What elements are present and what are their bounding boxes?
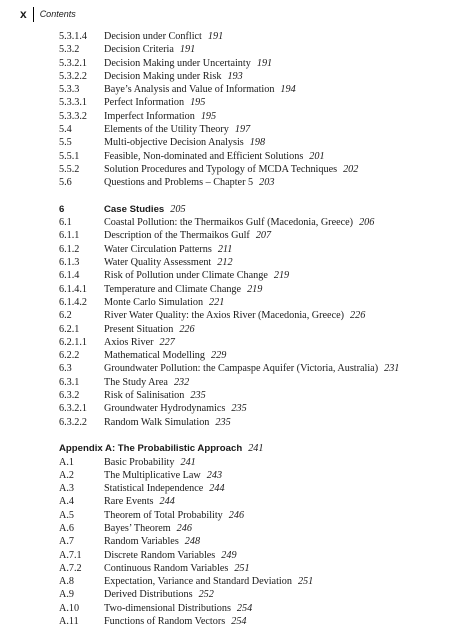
toc-entry-page: 248: [184, 536, 201, 548]
toc-entry-page: 206: [359, 217, 375, 229]
toc-entry[interactable]: [59, 43, 449, 56]
toc-entry-title: Temperature and Climate Change: [104, 283, 242, 295]
toc-entry-title: Perfect Information: [104, 97, 185, 109]
toc-entry[interactable]: [59, 323, 449, 336]
toc-entry-page: 243: [206, 469, 223, 481]
toc-entry-number: A.1: [59, 456, 74, 468]
toc-entry-title: Expectation, Variance and Standard Deviation: [104, 576, 292, 588]
toc-entry-page: 252: [198, 589, 214, 601]
toc-entry-title: Two-dimensional Distributions: [104, 602, 231, 614]
table-of-contents: [59, 30, 449, 628]
toc-entry-title: Risk of Salinisation: [104, 390, 185, 402]
running-header: [20, 5, 76, 23]
toc-entry-title: Continuous Random Variables: [104, 562, 229, 574]
toc-entry-title: Decision under Conflict: [104, 31, 202, 42]
toc-entry-title: Coastal Pollution: the Thermaikos Gulf (Macedonia, Greece): [104, 217, 354, 229]
toc-entry-page: 202: [343, 163, 359, 175]
toc-entry[interactable]: [59, 83, 449, 96]
toc-entry[interactable]: [59, 309, 449, 322]
toc-entry-page: 241: [248, 443, 264, 455]
toc-entry[interactable]: [59, 216, 449, 229]
toc-entry-title: The Study Area: [104, 376, 168, 388]
toc-entry-title: Rare Events: [104, 496, 154, 508]
toc-entry-page: 194: [280, 84, 296, 96]
toc-entry[interactable]: [59, 296, 449, 309]
toc-entry-number: A.8: [59, 576, 74, 588]
toc-entry-number: 6.3.1: [59, 376, 80, 388]
toc-entry[interactable]: [59, 389, 449, 402]
toc-entry-page: 254: [236, 602, 253, 614]
toc-entry-title: Random Variables: [104, 536, 179, 548]
toc-entry-number: 6.3: [59, 363, 72, 375]
toc-entry-number: 6.1.4.2: [59, 296, 88, 308]
toc-entry-number: 6.2: [59, 310, 72, 322]
toc-entry-number: A.6: [59, 522, 74, 534]
toc-entry-number: 5.3.3.1: [59, 97, 88, 109]
toc-entry-page: 246: [228, 509, 245, 521]
toc-entry-title: Solution Procedures and Typology of MCDA Techniques: [104, 163, 338, 175]
toc-entry[interactable]: [59, 176, 449, 189]
toc-entry-page: 219: [247, 283, 263, 295]
toc-entry[interactable]: [59, 269, 449, 282]
toc-entry-title: Decision Making under Risk: [104, 70, 222, 82]
toc-entry[interactable]: [59, 482, 449, 495]
toc-entry-page: 203: [259, 177, 275, 189]
section-spacer: [59, 190, 449, 203]
toc-entry-number: 5.3.2.2: [59, 70, 88, 82]
toc-appendix-entry[interactable]: [59, 442, 449, 455]
toc-entry-page: 195: [190, 97, 206, 109]
toc-entry-page: 244: [209, 483, 225, 495]
toc-entry[interactable]: [59, 163, 449, 176]
toc-entry-page: 251: [234, 562, 250, 574]
toc-entry-title: Elements of the Utility Theory: [104, 124, 229, 136]
toc-entry-page: 205: [170, 203, 186, 215]
toc-entry[interactable]: [59, 150, 449, 163]
toc-entry-number: A.9: [59, 589, 74, 601]
toc-entry-title: Axios River: [104, 336, 154, 348]
toc-entry-title: Random Walk Simulation: [104, 416, 210, 428]
toc-entry[interactable]: [59, 509, 449, 522]
toc-entry-title: Functions of Random Vectors: [104, 616, 226, 628]
toc-entry-page: 201: [309, 150, 325, 162]
toc-entry-page: 212: [217, 257, 233, 269]
toc-entry[interactable]: [59, 110, 449, 123]
toc-entry-title: Water Quality Assessment: [104, 257, 212, 269]
toc-entry-page: 232: [173, 376, 190, 388]
toc-entry[interactable]: [59, 522, 449, 535]
section-spacer: [59, 429, 449, 442]
toc-entry[interactable]: [59, 30, 449, 43]
toc-entry-title: Baye’s Analysis and Value of Information: [104, 84, 275, 96]
toc-entry-page: 249: [221, 549, 237, 561]
toc-entry-title: Basic Probability: [104, 456, 175, 468]
toc-entry-title: River Water Quality: the Axios River (Macedonia, Greece): [104, 310, 345, 322]
toc-entry[interactable]: [59, 402, 449, 415]
toc-entry-number: A.4: [59, 496, 74, 508]
toc-entry[interactable]: [59, 376, 449, 389]
toc-entry[interactable]: [59, 615, 449, 628]
toc-entry[interactable]: [59, 283, 449, 296]
toc-entry-title: Monte Carlo Simulation: [104, 296, 204, 308]
header-divider: [33, 7, 34, 22]
toc-entry-number: 5.3.2.1: [59, 57, 88, 69]
toc-entry[interactable]: [59, 70, 449, 83]
toc-entry-number: 6.1.3: [59, 257, 80, 269]
toc-entry-title: Bayes’ Theorem: [104, 522, 171, 534]
toc-entry-title: Multi-objective Decision Analysis: [104, 137, 244, 149]
toc-entry-title: Groundwater Pollution: the Campaspe Aquifer (Victoria, Australia): [104, 363, 379, 375]
toc-entry[interactable]: [59, 416, 449, 429]
toc-entry[interactable]: [59, 256, 449, 269]
toc-entry[interactable]: [59, 136, 449, 149]
toc-entry-title: Appendix A: The Probabilistic Approach: [59, 443, 243, 455]
toc-entry-page: 197: [234, 124, 251, 136]
toc-entry-page: 244: [159, 496, 175, 508]
toc-entry-page: 191: [207, 31, 224, 42]
toc-entry-number: 5.3.3: [59, 84, 80, 96]
toc-entry-number: 6.1.2: [59, 243, 80, 255]
toc-entry[interactable]: [59, 229, 449, 242]
toc-entry-number: 5.3.1.4: [59, 31, 88, 42]
toc-entry-number: 5.4: [59, 124, 72, 136]
toc-entry-page: 246: [176, 522, 192, 534]
toc-entry-number: 5.5.2: [59, 163, 80, 175]
toc-entry-page: 221: [209, 296, 225, 308]
toc-entry[interactable]: [59, 549, 449, 562]
toc-entry-number: 6.3.2.2: [59, 416, 88, 428]
toc-entry[interactable]: [59, 243, 449, 256]
toc-entry-title: Feasible, Non-dominated and Efficient Solutions: [104, 150, 304, 162]
toc-entry-page: 235: [190, 390, 206, 402]
toc-entry-title: Derived Distributions: [104, 589, 193, 601]
toc-entry-number: 6.1: [59, 217, 72, 229]
toc-entry-page: 198: [249, 137, 266, 149]
toc-entry[interactable]: [59, 535, 449, 548]
toc-entry-title: Theorem of Total Probability: [104, 509, 223, 521]
toc-entry-number: 6.2.1.1: [59, 336, 88, 348]
toc-entry-number: A.3: [59, 483, 74, 495]
toc-entry[interactable]: [59, 123, 449, 136]
toc-entry-title: Questions and Problems – Chapter 5: [104, 177, 254, 189]
toc-entry-page: 191: [179, 44, 196, 56]
toc-entry-title: Imperfect Information: [104, 110, 195, 122]
toc-entry-page: 219: [273, 270, 290, 282]
toc-entry-number: 5.3.3.2: [59, 110, 88, 122]
toc-entry-number: A.10: [59, 602, 80, 614]
toc-entry-title: Risk of Pollution under Climate Change: [104, 270, 268, 282]
toc-entry-title: Statistical Independence: [104, 483, 204, 495]
toc-entry-number: 6.3.2: [59, 390, 80, 402]
toc-entry-number: A.2: [59, 469, 74, 481]
toc-entry-number: 6.1.4.1: [59, 283, 88, 295]
toc-entry-title: Discrete Random Variables: [104, 549, 216, 561]
toc-entry-page: 226: [350, 310, 366, 322]
toc-entry[interactable]: [59, 562, 449, 575]
toc-entry[interactable]: [59, 602, 449, 615]
toc-entry[interactable]: [59, 57, 449, 70]
toc-entry[interactable]: [59, 469, 449, 482]
toc-entry-page: 227: [159, 336, 175, 348]
running-title: Contents: [39, 9, 76, 19]
toc-entry-page: 191: [256, 57, 273, 69]
toc-entry-number: 6.1.1: [59, 230, 80, 242]
toc-entry-number: 6: [59, 203, 65, 215]
toc-entry-page: 241: [180, 456, 196, 468]
toc-entry-number: 5.5.1: [59, 150, 80, 162]
toc-entry-title: Case Studies: [104, 203, 165, 215]
toc-entry-number: 5.6: [59, 177, 72, 189]
toc-entry-number: 6.1.4: [59, 270, 80, 282]
toc-entry[interactable]: [59, 96, 449, 109]
toc-entry-page: 235: [215, 416, 231, 428]
toc-entry-number: A.7.1: [59, 549, 82, 561]
toc-entry-number: 6.2.2: [59, 350, 80, 362]
toc-entry-page: 229: [211, 350, 227, 362]
toc-entry-number: 6.2.1: [59, 323, 80, 335]
toc-entry-number: 6.3.2.1: [59, 403, 88, 415]
toc-entry[interactable]: [59, 349, 449, 362]
toc-entry-number: 5.5: [59, 137, 72, 149]
toc-entry-title: Description of the Thermaikos Gulf: [104, 230, 250, 242]
toc-entry-title: Groundwater Hydrodynamics: [104, 403, 226, 415]
toc-entry-number: A.7: [59, 536, 74, 548]
toc-entry-page: 254: [231, 616, 247, 628]
toc-entry[interactable]: [59, 336, 449, 349]
toc-entry-title: The Multiplicative Law: [104, 469, 201, 481]
toc-entry-page: 235: [231, 403, 247, 415]
toc-entry-page: 193: [227, 70, 243, 82]
toc-entry-number: A.7.2: [59, 562, 82, 574]
toc-entry-title: Water Circulation Patterns: [104, 243, 212, 255]
toc-entry[interactable]: [59, 362, 449, 375]
toc-entry[interactable]: [59, 456, 449, 469]
toc-entry[interactable]: [59, 575, 449, 588]
toc-entry-page: 251: [297, 576, 314, 588]
toc-chapter-entry[interactable]: [59, 203, 449, 216]
toc-entry-number: 5.3.2: [59, 44, 80, 56]
toc-entry-title: Mathematical Modelling: [104, 350, 205, 362]
toc-entry-page: 211: [217, 243, 233, 255]
toc-entry-number: A.11: [59, 616, 79, 628]
toc-entry-page: 226: [179, 323, 195, 335]
toc-entry-title: Decision Criteria: [104, 44, 174, 56]
toc-entry-page: 195: [200, 110, 217, 122]
toc-entry-page: 207: [255, 230, 272, 242]
toc-entry-title: Present Situation: [104, 323, 174, 335]
toc-entry-number: A.5: [59, 509, 74, 521]
toc-entry-page: 231: [384, 363, 400, 375]
page-number: x: [20, 7, 27, 21]
toc-entry[interactable]: [59, 588, 449, 601]
toc-entry[interactable]: [59, 495, 449, 508]
toc-entry-title: Decision Making under Uncertainty: [104, 57, 251, 69]
